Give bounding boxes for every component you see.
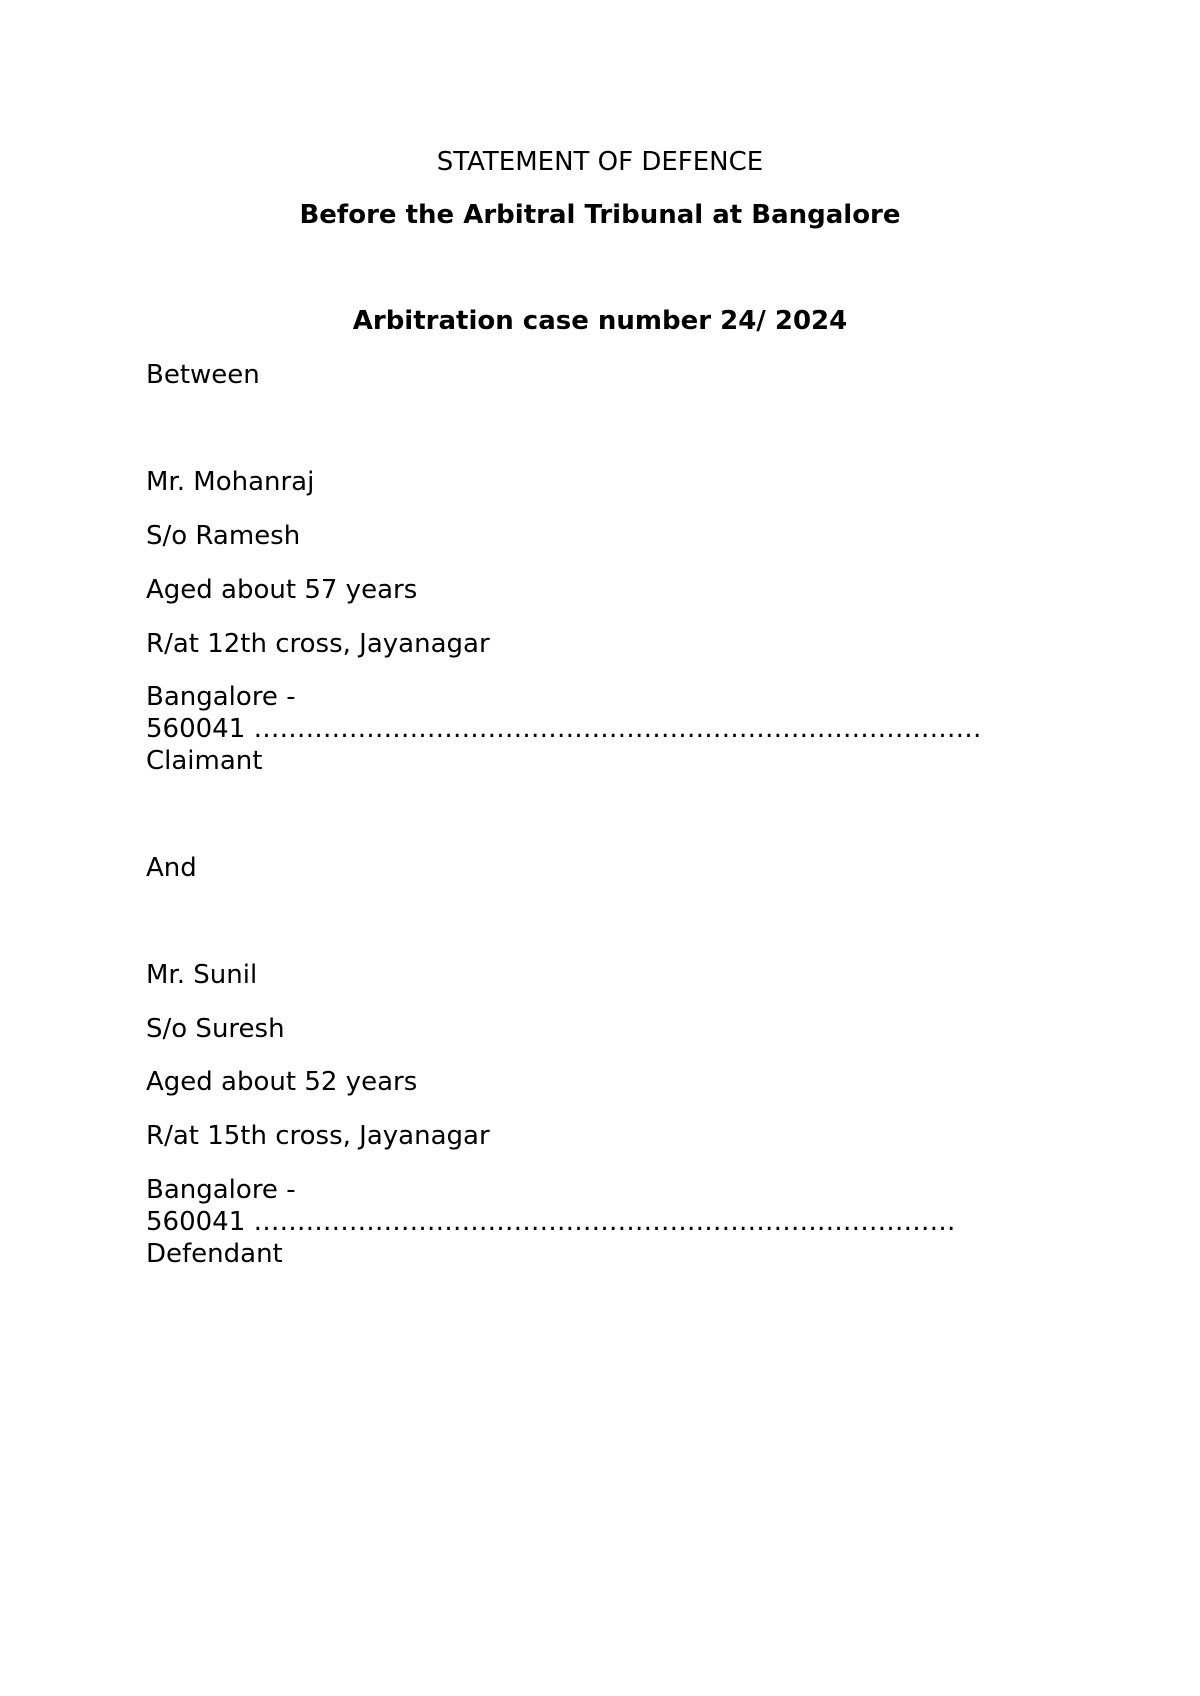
defendant-pin-line: 560041 ……………………………………………………………………… <box>146 1207 956 1237</box>
defendant-name: Mr. Sunil <box>146 960 258 990</box>
document-title: STATEMENT OF DEFENCE <box>436 147 764 177</box>
claimant-city: Bangalore - <box>146 682 296 712</box>
and-label: And <box>146 853 197 883</box>
document-subtitle: Before the Arbitral Tribunal at Bangalore <box>299 200 901 230</box>
defendant-city: Bangalore - <box>146 1175 296 1205</box>
between-label: Between <box>146 360 260 390</box>
claimant-address: R/at 12th cross, Jayanagar <box>146 629 490 659</box>
defendant-role: Defendant <box>146 1239 283 1269</box>
defendant-relation: S/o Suresh <box>146 1014 285 1044</box>
claimant-name: Mr. Mohanraj <box>146 467 315 497</box>
defendant-age: Aged about 52 years <box>146 1067 418 1097</box>
claimant-role: Claimant <box>146 746 263 776</box>
claimant-relation: S/o Ramesh <box>146 521 301 551</box>
claimant-pin-line: 560041 ………………………………………………………………………… <box>146 714 982 744</box>
case-number: Arbitration case number 24/ 2024 <box>352 306 848 336</box>
defendant-address: R/at 15th cross, Jayanagar <box>146 1121 490 1151</box>
claimant-age: Aged about 57 years <box>146 575 418 605</box>
